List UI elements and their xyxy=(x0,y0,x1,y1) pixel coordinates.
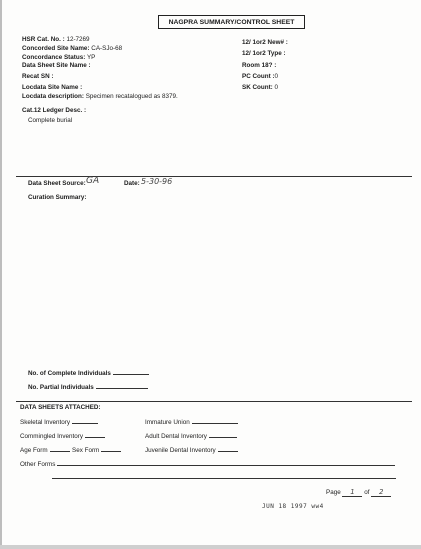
divider-top xyxy=(16,176,412,177)
other-forms-field: Other Forms xyxy=(20,459,395,468)
field-recat-sn: Recat SN : xyxy=(22,73,54,80)
field-sk-count: SK Count: 0 xyxy=(242,84,279,91)
field-12-type: 12/ 1or2 Type : xyxy=(242,50,286,57)
partial-individuals-field: No. Partial Individuals xyxy=(28,382,148,391)
sex-form-field: Sex Form xyxy=(72,445,121,454)
skeletal-inventory-field: Skeletal Inventory xyxy=(20,417,98,426)
complete-individuals-field: No. of Complete Individuals xyxy=(28,368,149,377)
page-number: Page 1 of 2 xyxy=(326,488,391,497)
data-sheet-source-label: Data Sheet Source: xyxy=(28,180,86,187)
scan-edge-left xyxy=(0,0,2,549)
date-label: Date: xyxy=(124,180,140,187)
field-concorded-site-name: Concorded Site Name: CA-SJo-68 xyxy=(22,45,123,52)
immature-union-field: Immature Union xyxy=(145,417,238,426)
curation-summary-label: Curation Summary: xyxy=(28,194,87,201)
ledger-desc-value: Complete burial xyxy=(28,117,73,124)
field-data-sheet-site-name: Data Sheet Site Name : xyxy=(22,62,91,69)
field-hsr-cat-no: HSR Cat. No. : 12-7269 xyxy=(22,36,90,43)
field-pc-count: PC Count :0 xyxy=(242,73,279,80)
sheet-title: NAGPRA SUMMARY/CONTROL SHEET xyxy=(158,15,305,29)
age-form-field: Age Form xyxy=(20,445,70,454)
field-room-18: Room 18? : xyxy=(242,62,277,69)
juvenile-dental-inventory-field: Juvenile Dental Inventory xyxy=(145,445,238,454)
field-12-new-number: 12/ 1or2 New# : xyxy=(242,39,288,46)
ledger-desc-label: Cat.12 Ledger Desc. : xyxy=(22,107,87,114)
divider-bottom xyxy=(16,401,412,402)
commingled-inventory-field: Commingled Inventory xyxy=(20,431,105,440)
data-sheet-source-initials: GA xyxy=(86,176,100,186)
field-locdata-description: Locdata description: Specimen recatalogued as 8379. xyxy=(22,93,178,100)
data-sheets-attached-heading: DATA SHEETS ATTACHED: xyxy=(20,404,101,411)
complete-individuals-blank xyxy=(113,368,149,375)
field-concordance-status: Concordance Status: YP xyxy=(22,54,96,61)
partial-individuals-blank xyxy=(96,382,148,389)
adult-dental-inventory-field: Adult Dental Inventory xyxy=(145,431,237,440)
scan-edge-bottom xyxy=(0,545,421,549)
field-locdata-site-name: Locdata Site Name : xyxy=(22,84,83,91)
other-forms-line-2 xyxy=(52,478,396,479)
date-value: 5-30-96 xyxy=(141,177,173,186)
received-date-stamp: JUN 18 1997 ww4 xyxy=(262,503,324,510)
